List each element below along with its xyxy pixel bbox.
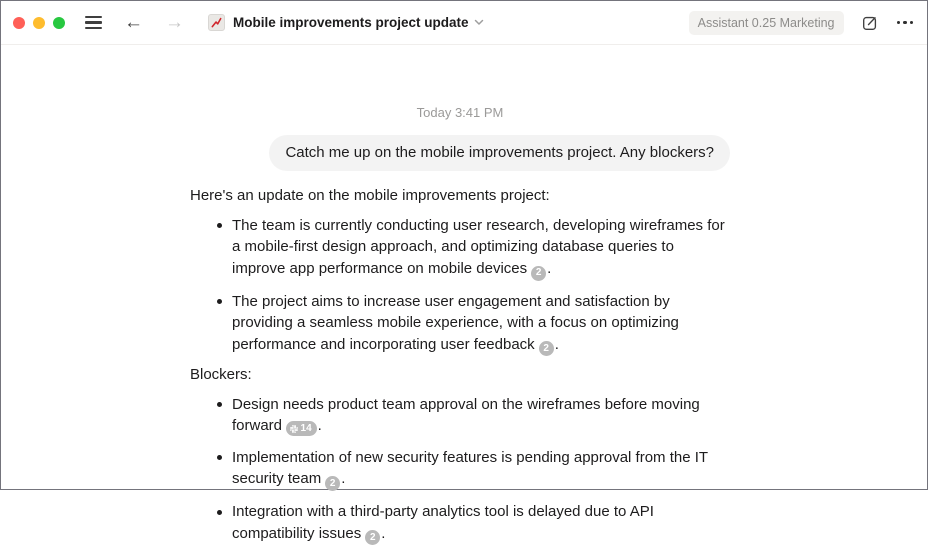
- update-list: [190, 215, 730, 357]
- traffic-lights: [13, 17, 65, 29]
- back-arrow-icon[interactable]: ←: [124, 12, 143, 33]
- bullet-text: The project aims to increase user engagement and satisfaction by providing a seamless mobile experience, with a focus on optimizing performance and incorporating user feedback: [232, 292, 679, 353]
- list-item: [232, 394, 730, 437]
- list-item: [232, 215, 730, 281]
- conversation-pane: [190, 105, 730, 545]
- date-divider: Today 3:41 PM: [416, 105, 504, 120]
- bullet-suffix: .: [317, 417, 322, 435]
- reply-intro: Here's an update on the mobile improvements project:: [190, 187, 550, 205]
- chevron-down-icon[interactable]: [474, 19, 484, 26]
- bullet-suffix: .: [547, 259, 552, 277]
- more-options-icon[interactable]: [897, 21, 914, 25]
- citation-badge[interactable]: 2: [531, 266, 546, 281]
- blockers-heading: Blockers:: [190, 366, 252, 384]
- blockers-list: [190, 394, 730, 546]
- bullet-suffix: .: [554, 335, 559, 353]
- user-message-row: [190, 135, 730, 171]
- bullet-text: Implementation of new security features is pending approval from the IT security team: [232, 448, 708, 488]
- bullet-text: Integration with a third-party analytics tool is delayed due to API compatibility issues: [232, 503, 654, 542]
- sidebar-toggle-icon[interactable]: [85, 16, 102, 29]
- zoom-window-button[interactable]: [53, 17, 65, 29]
- page-title[interactable]: Mobile improvements project update: [233, 15, 469, 30]
- titlebar: [1, 1, 927, 45]
- citation-badge[interactable]: 2: [365, 530, 380, 545]
- citation-badge[interactable]: 2: [539, 341, 554, 356]
- assistant-reply: [190, 185, 730, 545]
- bullet-text: The team is currently conducting user research, developing wireframes for a mobile-first design approach, and optimizing database queries to improve app performance on mobile devices: [232, 216, 725, 277]
- bullet-suffix: .: [381, 524, 386, 542]
- minimize-window-button[interactable]: [33, 17, 45, 29]
- bullet-suffix: .: [341, 470, 346, 488]
- user-message-bubble: Catch me up on the mobile improvements project. Any blockers?: [269, 135, 730, 171]
- list-item: [232, 501, 730, 545]
- close-window-button[interactable]: [13, 17, 25, 29]
- list-item: [232, 291, 730, 357]
- canvas-chart-icon: [208, 14, 225, 31]
- list-item: [232, 447, 730, 491]
- citation-badge[interactable]: 2: [325, 476, 340, 491]
- forward-arrow-icon[interactable]: →: [165, 12, 184, 33]
- compose-icon[interactable]: [861, 14, 879, 32]
- citation-count: 14: [300, 423, 312, 435]
- slack-icon: [290, 425, 298, 433]
- slack-citation-badge[interactable]: [286, 421, 317, 436]
- assistant-context-badge[interactable]: Assistant 0.25 Marketing: [689, 11, 844, 35]
- bullet-text: Design needs product team approval on the wireframes before moving forward: [232, 395, 700, 435]
